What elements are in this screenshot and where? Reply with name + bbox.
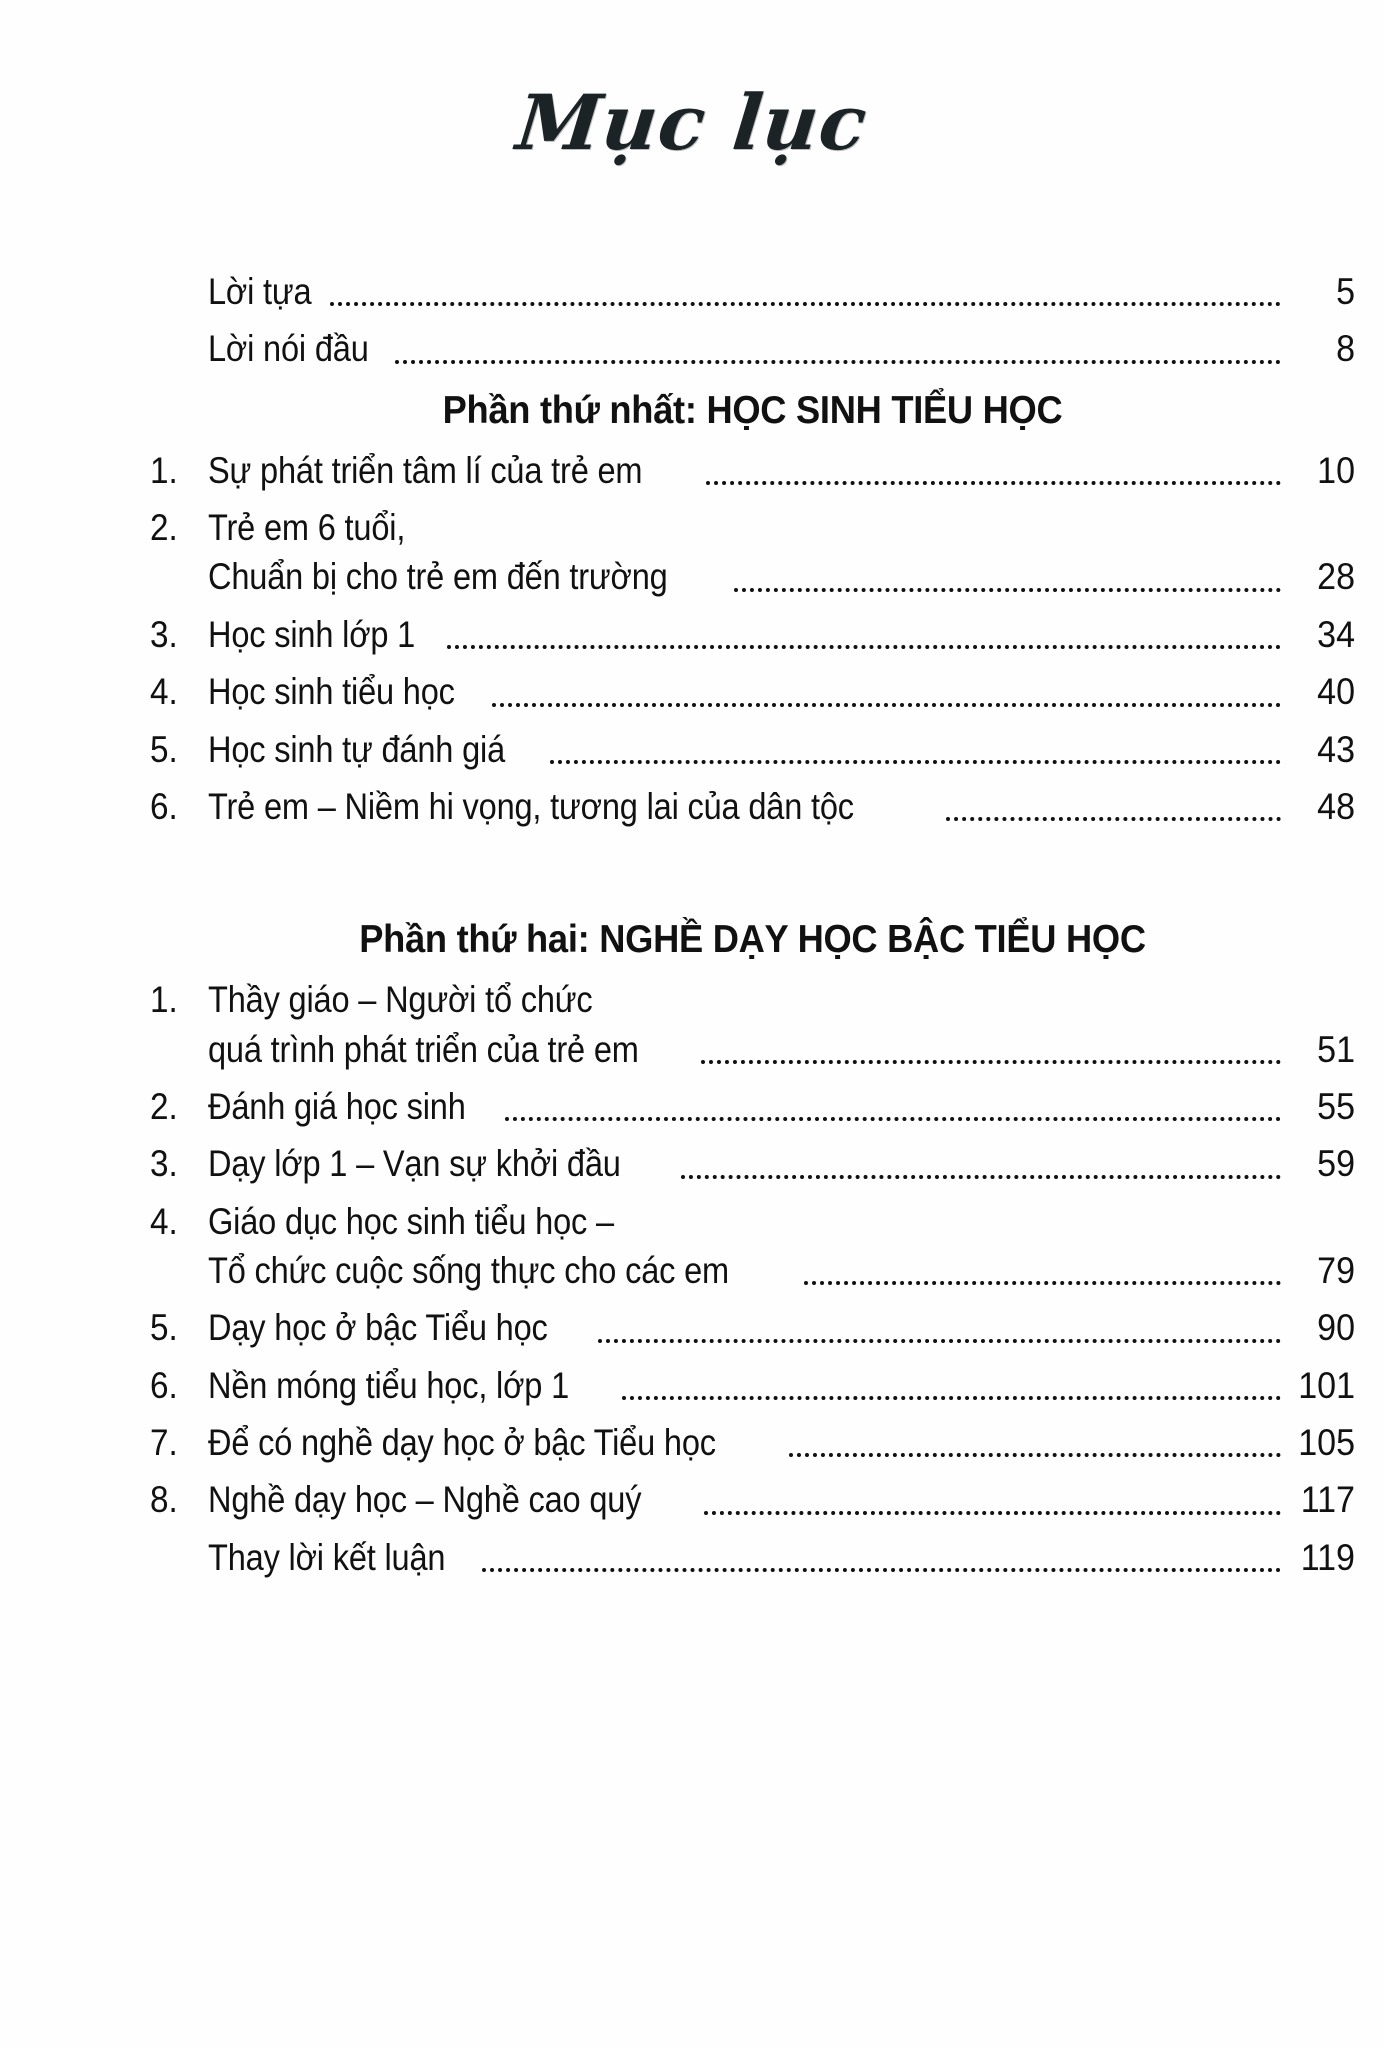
toc-number: 2.	[150, 507, 178, 549]
dot-leader	[706, 457, 1281, 494]
toc-page-number: 90	[1317, 1307, 1355, 1349]
dot-leader	[505, 1093, 1281, 1130]
toc-number: 2.	[150, 1085, 178, 1127]
toc-entry-label: Dạy lớp 1 – Vạn sự khởi đầu	[208, 1143, 621, 1185]
toc-number: 4.	[150, 1200, 178, 1242]
toc-row-loi-tua[interactable]	[150, 268, 1355, 315]
toc-number: 7.	[150, 1422, 178, 1464]
toc-row[interactable]	[150, 1304, 1355, 1351]
toc-entry-label: Thay lời kết luận	[208, 1536, 446, 1578]
dot-leader	[447, 621, 1281, 658]
toc-page-number: 101	[1298, 1364, 1355, 1406]
toc-entry-label: Dạy học ở bậc Tiểu học	[208, 1307, 548, 1349]
toc-page-number: 10	[1317, 449, 1355, 491]
toc-entry-label: Nền móng tiểu học, lớp 1	[208, 1364, 570, 1406]
toc-entry-label: Chuẩn bị cho trẻ em đến trường	[208, 556, 668, 598]
dot-leader	[701, 1036, 1281, 1073]
dot-leader	[395, 336, 1281, 373]
toc-entry-label: Để có nghề dạy học ở bậc Tiểu học	[208, 1422, 716, 1464]
toc-entry-label: Đánh giá học sinh	[208, 1085, 466, 1127]
toc-row[interactable]	[150, 1476, 1355, 1523]
toc-page-number: 28	[1317, 556, 1355, 598]
dot-leader	[330, 278, 1281, 315]
toc-entry-label: Học sinh tự đánh giá	[208, 728, 506, 770]
dot-leader	[789, 1429, 1281, 1466]
toc-row[interactable]	[150, 1083, 1355, 1130]
dot-leader	[734, 564, 1281, 601]
toc-row-continuation[interactable]	[150, 1247, 1355, 1294]
toc-number: 3.	[150, 1143, 178, 1185]
toc-number: 6.	[150, 1364, 178, 1406]
toc-row[interactable]	[150, 504, 1355, 551]
toc-page-number: 48	[1317, 785, 1355, 827]
dot-leader	[704, 1487, 1281, 1524]
toc-row[interactable]	[150, 1198, 1355, 1245]
toc-number: 1.	[150, 979, 178, 1021]
dot-leader	[673, 1208, 1281, 1245]
toc-number: 4.	[150, 671, 178, 713]
toc-entry-label: Sự phát triển tâm lí của trẻ em	[208, 449, 643, 491]
toc-page-number: 59	[1317, 1143, 1355, 1185]
toc-number: 3.	[150, 613, 178, 655]
dot-leader	[622, 1372, 1281, 1409]
toc-entry-label: quá trình phát triển của trẻ em	[208, 1028, 639, 1070]
toc-page-number: 55	[1317, 1085, 1355, 1127]
toc-page-number: 8	[1336, 328, 1355, 370]
part-heading-two: Phần thứ hai: NGHỀ DẠY HỌC BẬC TIỂU HỌC	[359, 918, 1146, 962]
toc-entry-label: Nghề dạy học – Nghề cao quý	[208, 1479, 642, 1521]
toc-page-number: 117	[1300, 1479, 1355, 1521]
dot-leader	[436, 514, 1281, 551]
toc-number: 6.	[150, 785, 178, 827]
toc-row[interactable]	[150, 783, 1355, 830]
toc-entry-label: Trẻ em 6 tuổi,	[208, 507, 406, 549]
toc-row[interactable]	[150, 1419, 1355, 1466]
toc-entry-label: Thầy giáo – Người tổ chức	[208, 979, 593, 1021]
toc-row[interactable]	[150, 668, 1355, 715]
toc-number: 1.	[150, 449, 178, 491]
dot-leader	[649, 987, 1281, 1024]
toc-row-continuation[interactable]	[150, 1026, 1355, 1073]
toc-page-number: 105	[1298, 1422, 1355, 1464]
toc-row[interactable]	[150, 611, 1355, 658]
toc-row[interactable]	[150, 1140, 1355, 1187]
toc-row[interactable]	[150, 976, 1355, 1023]
dot-leader	[946, 793, 1281, 830]
dot-leader	[550, 736, 1281, 773]
toc-number: 5.	[150, 1307, 178, 1349]
toc-row-loi-noi-dau[interactable]	[150, 325, 1355, 372]
toc-row[interactable]	[150, 726, 1355, 773]
toc-page-number: 51	[1317, 1028, 1355, 1070]
toc-entry-label: Giáo dục học sinh tiểu học –	[208, 1200, 614, 1242]
dot-leader	[681, 1151, 1281, 1188]
table-of-contents	[150, 268, 1355, 1591]
toc-entry-label: Học sinh lớp 1	[208, 613, 416, 655]
part-heading-one: Phần thứ nhất: HỌC SINH TIỂU HỌC	[442, 388, 1063, 432]
toc-page-number: 40	[1317, 671, 1355, 713]
toc-entry-label: Lời nói đầu	[208, 328, 369, 370]
toc-entry-label: Học sinh tiểu học	[208, 671, 455, 713]
toc-entry-label: Lời tựa	[208, 271, 312, 312]
toc-page-number: 43	[1317, 728, 1355, 770]
section-spacer	[150, 840, 1355, 902]
toc-number: 5.	[150, 728, 178, 770]
dot-leader	[598, 1315, 1281, 1352]
page-title: Mục lục	[512, 78, 872, 167]
toc-row[interactable]	[150, 447, 1355, 494]
toc-page-number: 5	[1336, 271, 1355, 312]
toc-row[interactable]	[150, 1362, 1355, 1409]
toc-row-conclusion[interactable]	[150, 1534, 1355, 1581]
toc-number: 8.	[150, 1479, 178, 1521]
toc-row-continuation[interactable]	[150, 553, 1355, 600]
dot-leader	[804, 1257, 1281, 1294]
toc-page-number: 119	[1300, 1536, 1355, 1578]
toc-entry-label: Tổ chức cuộc sống thực cho các em	[208, 1250, 729, 1292]
dot-leader	[482, 1544, 1281, 1581]
toc-entry-label: Trẻ em – Niềm hi vọng, tương lai của dân tộc	[208, 785, 854, 827]
toc-page-number: 34	[1317, 613, 1355, 655]
dot-leader	[492, 679, 1281, 716]
toc-page-number: 79	[1317, 1250, 1355, 1292]
